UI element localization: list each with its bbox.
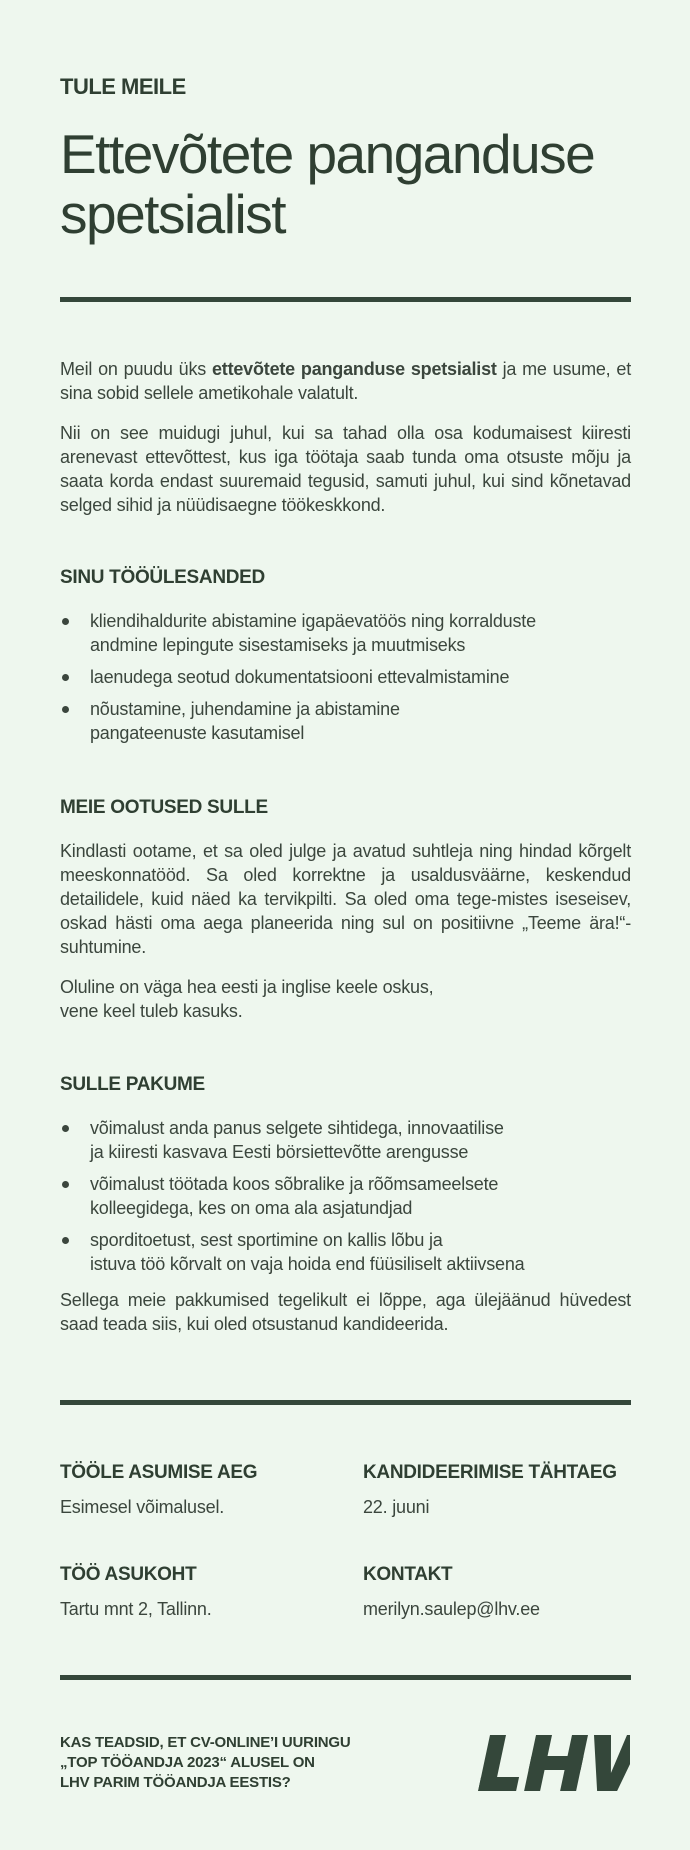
expectations-section — [60, 797, 631, 1023]
list-item — [60, 1116, 631, 1164]
list-item-line: võimalust töötada koos sõbralike ja rõõmsameelsete — [90, 1174, 499, 1194]
tasks-list — [60, 609, 631, 745]
footer-fact — [60, 1733, 400, 1793]
list-item-line: sporditoetust, sest sportimine on kallis lõbu ja — [90, 1230, 443, 1250]
list-item-line: andmine lepingute sisestamiseks ja muutmiseks — [90, 635, 466, 655]
contact-email-link[interactable]: merilyn.saulep@lhv.ee — [363, 1599, 540, 1619]
offer-section — [60, 1074, 631, 1336]
lhv-logo — [478, 1735, 630, 1791]
footer-line-1: KAS TEADSID, ET CV-ONLINE’I UURINGU — [60, 1734, 351, 1751]
intro-paragraph-2: Nii on see muidugi juhul, kui sa tahad olla osa kodumaisest kiiresti arenevast ettevõttest, kus iga töötaja saab tunda oma otsuste mõju ja saata korda endast suuremaid tegusid, samuti juhul, kui sind kõnetavad selged sihid ja nüüdisaegne töökeskkond. — [60, 423, 631, 515]
list-item-line: võimalust anda panus selgete sihtidega, innovaatilise — [90, 1118, 504, 1138]
offer-list — [60, 1116, 631, 1276]
intro-paragraph-1 — [60, 357, 631, 405]
tasks-heading: SINU TÖÖÜLESANDED — [60, 567, 265, 588]
list-item-line: pangateenuste kasutamisel — [90, 723, 305, 743]
start-date-value: Esimesel võimalusel. — [60, 1497, 225, 1517]
list-item-line: ja kiiresti kasvava Eesti börsiettevõtte arengusse — [90, 1142, 469, 1162]
list-item-line: kliendihaldurite abistamine igapäevatöös ning korralduste — [90, 611, 536, 631]
list-item-line: nõustamine, juhendamine ja abistamine — [90, 699, 400, 719]
list-item — [60, 1228, 631, 1276]
divider-bottom — [60, 1675, 631, 1680]
offer-closing-paragraph: Sellega meie pakkumised tegelikult ei lõppe, aga ülejäänud hüvedest saad teada siis, kui oled otsustanud kandideerida. — [60, 1290, 631, 1334]
list-item-line: laenudega seotud dokumentatsiooni ettevalmistamine — [90, 667, 510, 687]
location-value: Tartu mnt 2, Tallinn. — [60, 1599, 212, 1619]
expectations-heading: MEIE OOTUSED SULLE — [60, 797, 268, 818]
divider-top — [60, 297, 631, 302]
title-line-2: spetsialist — [60, 183, 285, 245]
start-date-label: TÖÖLE ASUMISE AEG — [60, 1462, 258, 1483]
intro-text-end: ja me usume, et sina sobid sellele ametikohale valatult. — [60, 359, 632, 403]
location-label: TÖÖ ASUKOHT — [60, 1564, 197, 1585]
expectations-paragraph: Kindlasti ootame, et sa oled julge ja avatud suhtleja ning hindad kõrgelt meeskonnatööd. Sa oled korrektne ja usaldusväärne, keskendud detailidele, kuid näed ka tervikpilti. Sa oled oma tege-mistes iseseisev, oskad hästi oma aega planeerida ning sul on positiivne „Teeme ära!“-suhtumine. — [60, 841, 631, 957]
footer-line-2: „TOP TÖÖANDJA 2023“ ALUSEL ON — [60, 1754, 315, 1771]
list-item — [60, 697, 631, 745]
list-item — [60, 665, 631, 689]
list-item — [60, 609, 631, 657]
offer-heading: SULLE PAKUME — [60, 1074, 205, 1095]
tasks-section — [60, 567, 631, 753]
language-paragraph — [60, 975, 631, 1023]
eyebrow-heading: TULE MEILE — [60, 74, 186, 99]
page-title — [60, 124, 631, 244]
list-item-line: kolleegidega, kes on oma ala asjatundjad — [90, 1198, 413, 1218]
divider-middle — [60, 1400, 631, 1405]
deadline-value: 22. juuni — [363, 1497, 430, 1517]
intro-text-start: Meil on puudu üks — [60, 359, 212, 379]
language-line-2: vene keel tuleb kasuks. — [60, 1001, 243, 1021]
deadline-label: KANDIDEERIMISE TÄHTAEG — [363, 1462, 617, 1483]
intro-position-highlight: ettevõtete panganduse spetsialist — [211, 359, 497, 379]
list-item-line: istuva töö kõrvalt on vaja hoida end füüsiliselt aktiivsena — [90, 1254, 525, 1274]
contact-label: KONTAKT — [363, 1564, 453, 1585]
title-line-1: Ettevõtete panganduse — [60, 123, 595, 185]
list-item — [60, 1172, 631, 1220]
intro-section — [60, 357, 631, 517]
language-line-1: Oluline on väga hea eesti ja inglise keele oskus, — [60, 977, 434, 997]
header — [60, 74, 631, 100]
footer-line-3: LHV PARIM TÖÖANDJA EESTIS? — [60, 1774, 291, 1791]
